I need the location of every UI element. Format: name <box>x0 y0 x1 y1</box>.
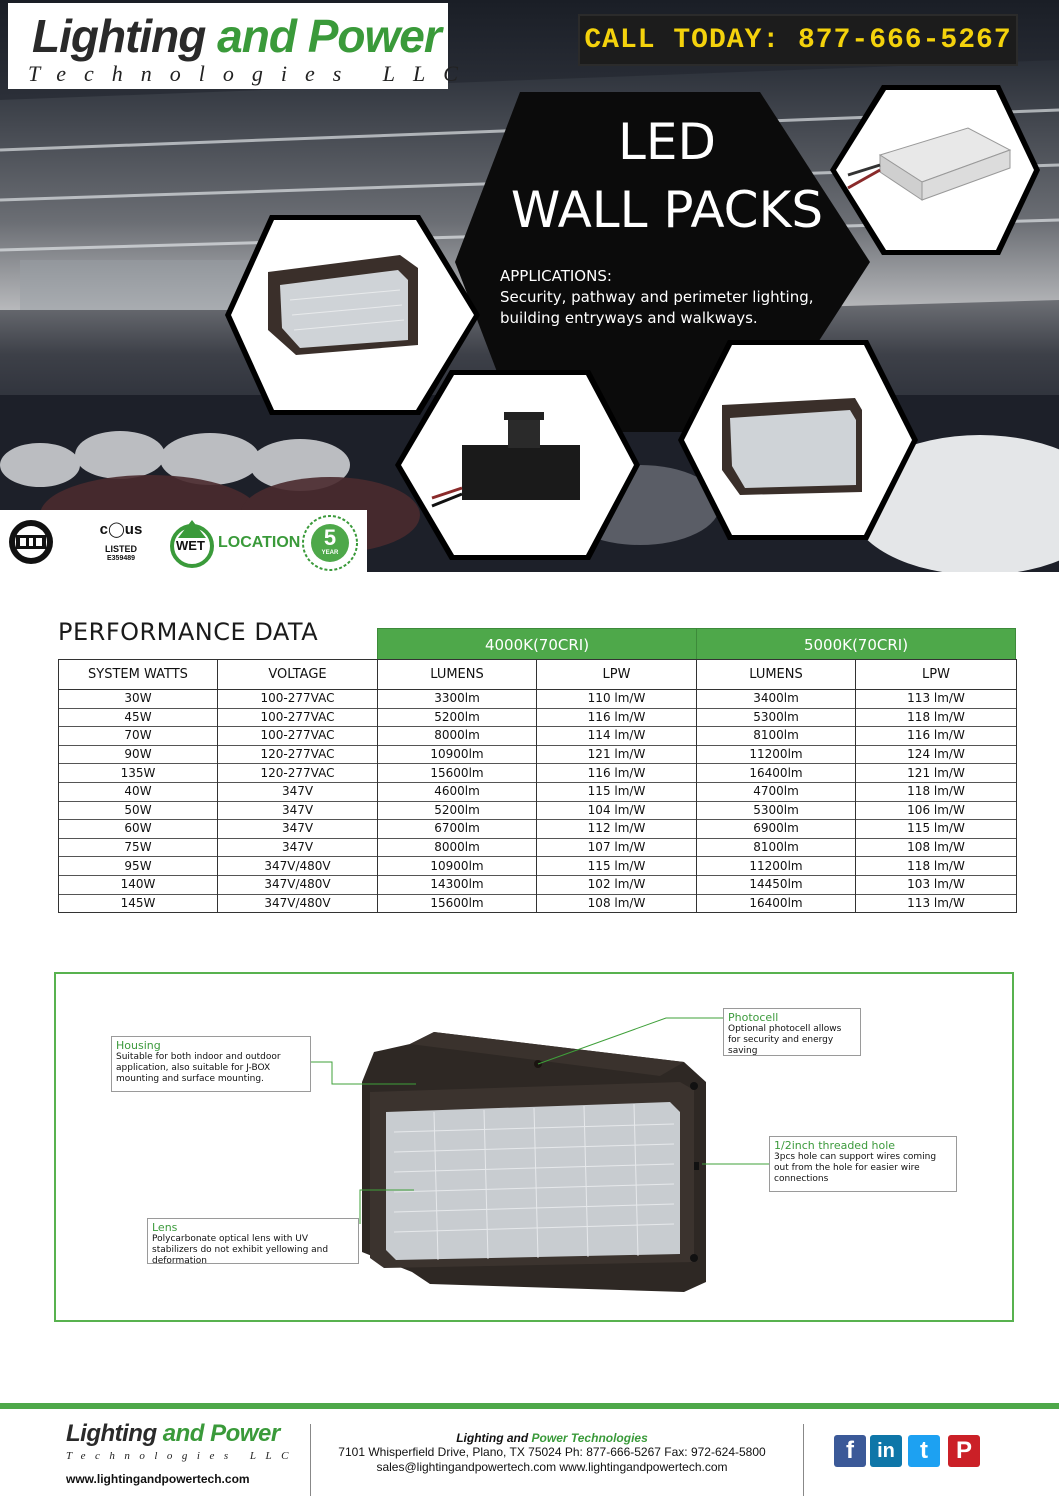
photocell-callout <box>723 1008 861 1056</box>
lens-callout-desc: Polycarbonate optical lens with UV stabilizers do not exhibit yellowing and deformation <box>152 1234 329 1266</box>
hero-banner <box>0 0 1059 572</box>
applications-block <box>500 266 840 329</box>
threaded-hole-callout-desc: 3pcs hole can support wires coming out from the hole for easier wire connections <box>774 1152 937 1184</box>
performance-data-title: PERFORMANCE DATA <box>58 618 319 646</box>
col-lpw-5000k: LPW <box>856 660 1017 690</box>
headline-wall-packs: WALL PACKS <box>510 181 824 239</box>
performance-table-body <box>59 690 1017 913</box>
lumens-4000k-cell: 5200lm <box>378 708 537 727</box>
watts-cell: 50W <box>59 801 218 820</box>
wall-pack-right-icon <box>722 398 862 495</box>
lpw-5000k-cell: 118 lm/W <box>856 782 1017 801</box>
lens-callout <box>147 1218 359 1264</box>
lpw-5000k-cell: 124 lm/W <box>856 745 1017 764</box>
wall-pack-fixture-image <box>362 1032 706 1292</box>
housing-callout-desc: Suitable for both indoor and outdoor application, also suitable for J-BOX mounting and surface mounting. <box>116 1052 281 1084</box>
call-today-banner: CALL TODAY: 877-666-5267 <box>578 14 1018 66</box>
footer-website-link[interactable]: www.lightingandpowertech.com <box>66 1472 250 1486</box>
watts-cell: 30W <box>59 690 218 709</box>
watts-cell: 140W <box>59 875 218 894</box>
lpw-5000k-cell: 103 lm/W <box>856 875 1017 894</box>
footer-logo-wordmark: Lighting and Power <box>66 1420 280 1447</box>
lens-callout-title: Lens <box>152 1221 178 1234</box>
lumens-4000k-cell: 8000lm <box>378 838 537 857</box>
applications-text: Security, pathway and perimeter lighting, building entryways and walkways. <box>500 288 814 327</box>
performance-table <box>58 659 1017 913</box>
lumens-5000k-cell: 4700lm <box>697 782 856 801</box>
warranty-years: 5 <box>323 525 337 550</box>
watts-cell: 145W <box>59 894 218 913</box>
lumens-4000k-cell: 8000lm <box>378 727 537 746</box>
lpw-5000k-cell: 118 lm/W <box>856 857 1017 876</box>
lumens-5000k-cell: 16400lm <box>697 894 856 913</box>
lpw-4000k-cell: 102 lm/W <box>537 875 697 894</box>
warranty-badge <box>302 515 358 571</box>
table-row <box>59 782 1017 801</box>
photocell-callout-desc: Optional photocell allows for security and energy saving <box>728 1024 842 1056</box>
footer-separator-right <box>803 1424 804 1496</box>
warranty-unit: YEAR <box>321 550 339 556</box>
footer-company-name: Lighting and Power Technologies <box>456 1431 648 1445</box>
voltage-cell: 347V/480V <box>218 894 378 913</box>
lpw-4000k-cell: 116 lm/W <box>537 708 697 727</box>
footer-contact[interactable]: sales@lightingandpowertech.com www.lightingandpowertech.com <box>376 1460 728 1474</box>
table-row <box>59 745 1017 764</box>
group-header-4000k: 4000K(70CRI) <box>377 628 697 660</box>
footer-logo-subtitle: Technologies LLC <box>66 1450 298 1462</box>
lumens-4000k-cell: 10900lm <box>378 857 537 876</box>
lpw-4000k-cell: 112 lm/W <box>537 820 697 839</box>
lumens-4000k-cell: 4600lm <box>378 782 537 801</box>
lumens-4000k-cell: 6700lm <box>378 820 537 839</box>
lpw-4000k-cell: 121 lm/W <box>537 745 697 764</box>
table-row <box>59 764 1017 783</box>
watts-cell: 60W <box>59 820 218 839</box>
group-header-5000k: 5000K(70CRI) <box>696 628 1016 660</box>
ul-listed-label: LISTED <box>104 544 137 554</box>
table-row <box>59 894 1017 913</box>
facebook-icon[interactable]: f <box>834 1435 866 1467</box>
table-row <box>59 690 1017 709</box>
logo-subtitle: Technologies LLC <box>28 61 476 86</box>
lumens-5000k-cell: 14450lm <box>697 875 856 894</box>
lpw-4000k-cell: 108 lm/W <box>537 894 697 913</box>
voltage-cell: 347V <box>218 838 378 857</box>
lumens-5000k-cell: 8100lm <box>697 838 856 857</box>
lumens-4000k-cell: 10900lm <box>378 745 537 764</box>
col-system-watts: SYSTEM WATTS <box>59 660 218 690</box>
lpw-4000k-cell: 110 lm/W <box>537 690 697 709</box>
applications-label: APPLICATIONS: <box>500 267 612 285</box>
lpw-5000k-cell: 115 lm/W <box>856 820 1017 839</box>
table-row <box>59 708 1017 727</box>
ul-logo-icon: c◯us <box>99 521 143 538</box>
table-row <box>59 875 1017 894</box>
col-lumens-4000k: LUMENS <box>378 660 537 690</box>
lumens-4000k-cell: 3300lm <box>378 690 537 709</box>
footer-divider-bar <box>0 1403 1059 1409</box>
lpw-4000k-cell: 116 lm/W <box>537 764 697 783</box>
lumens-4000k-cell: 15600lm <box>378 894 537 913</box>
voltage-cell: 100-277VAC <box>218 708 378 727</box>
voltage-cell: 100-277VAC <box>218 727 378 746</box>
wet-location-badge <box>170 518 301 568</box>
lpw-4000k-cell: 104 lm/W <box>537 801 697 820</box>
linkedin-icon[interactable]: in <box>870 1435 902 1467</box>
lumens-5000k-cell: 8100lm <box>697 727 856 746</box>
lpw-5000k-cell: 116 lm/W <box>856 727 1017 746</box>
lpw-5000k-cell: 121 lm/W <box>856 764 1017 783</box>
photocell-callout-title: Photocell <box>728 1011 779 1024</box>
voltage-cell: 347V <box>218 820 378 839</box>
voltage-cell: 347V <box>218 782 378 801</box>
lumens-5000k-cell: 5300lm <box>697 801 856 820</box>
lpw-5000k-cell: 118 lm/W <box>856 708 1017 727</box>
headline-led: LED <box>618 113 716 171</box>
table-row <box>59 801 1017 820</box>
watts-cell: 40W <box>59 782 218 801</box>
ul-listed-badge <box>86 516 156 572</box>
table-row <box>59 838 1017 857</box>
col-voltage: VOLTAGE <box>218 660 378 690</box>
lpw-5000k-cell: 113 lm/W <box>856 894 1017 913</box>
ul-listed-number: E359489 <box>106 555 136 562</box>
col-lpw-4000k: LPW <box>537 660 697 690</box>
lpw-5000k-cell: 108 lm/W <box>856 838 1017 857</box>
wet-badge-text: WET <box>176 538 205 553</box>
voltage-cell: 347V/480V <box>218 857 378 876</box>
lumens-5000k-cell: 3400lm <box>697 690 856 709</box>
lpw-5000k-cell: 106 lm/W <box>856 801 1017 820</box>
footer-separator-left <box>310 1424 311 1496</box>
lpw-4000k-cell: 114 lm/W <box>537 727 697 746</box>
lumens-5000k-cell: 6900lm <box>697 820 856 839</box>
wall-pack-left-icon <box>268 255 418 355</box>
table-header-row <box>59 660 1017 690</box>
lpw-4000k-cell: 107 lm/W <box>537 838 697 857</box>
pinterest-icon[interactable]: P <box>948 1435 980 1467</box>
lumens-5000k-cell: 11200lm <box>697 857 856 876</box>
dlc-qpl-icon <box>2 518 60 566</box>
watts-cell: 70W <box>59 727 218 746</box>
col-lumens-5000k: LUMENS <box>697 660 856 690</box>
lumens-4000k-cell: 5200lm <box>378 801 537 820</box>
watts-cell: 135W <box>59 764 218 783</box>
table-row <box>59 857 1017 876</box>
housing-callout-title: Housing <box>116 1039 161 1052</box>
lumens-5000k-cell: 11200lm <box>697 745 856 764</box>
voltage-cell: 100-277VAC <box>218 690 378 709</box>
lumens-5000k-cell: 16400lm <box>697 764 856 783</box>
lumens-5000k-cell: 5300lm <box>697 708 856 727</box>
voltage-cell: 347V/480V <box>218 875 378 894</box>
watts-cell: 75W <box>59 838 218 857</box>
logo-wordmark: Lighting and Power <box>32 10 441 62</box>
voltage-cell: 120-277VAC <box>218 745 378 764</box>
lpw-4000k-cell: 115 lm/W <box>537 782 697 801</box>
watts-cell: 45W <box>59 708 218 727</box>
table-row <box>59 820 1017 839</box>
footer-address-block <box>320 1445 784 1475</box>
lpw-5000k-cell: 113 lm/W <box>856 690 1017 709</box>
lumens-4000k-cell: 15600lm <box>378 764 537 783</box>
voltage-cell: 347V <box>218 801 378 820</box>
watts-cell: 95W <box>59 857 218 876</box>
twitter-icon[interactable]: t <box>908 1435 940 1467</box>
threaded-hole-callout-title: 1/2inch threaded hole <box>774 1139 896 1152</box>
lpw-4000k-cell: 115 lm/W <box>537 857 697 876</box>
lumens-4000k-cell: 14300lm <box>378 875 537 894</box>
threaded-hole-callout <box>769 1136 957 1192</box>
footer-address: 7101 Whisperfield Drive, Plano, TX 75024 Ph: 877-666-5267 Fax: 972-624-5800 <box>338 1445 766 1459</box>
voltage-cell: 120-277VAC <box>218 764 378 783</box>
table-row <box>59 727 1017 746</box>
wet-location-text: LOCATION <box>218 534 301 551</box>
certification-strip <box>0 510 367 572</box>
product-headline <box>462 108 872 244</box>
watts-cell: 90W <box>59 745 218 764</box>
housing-callout <box>111 1036 311 1092</box>
